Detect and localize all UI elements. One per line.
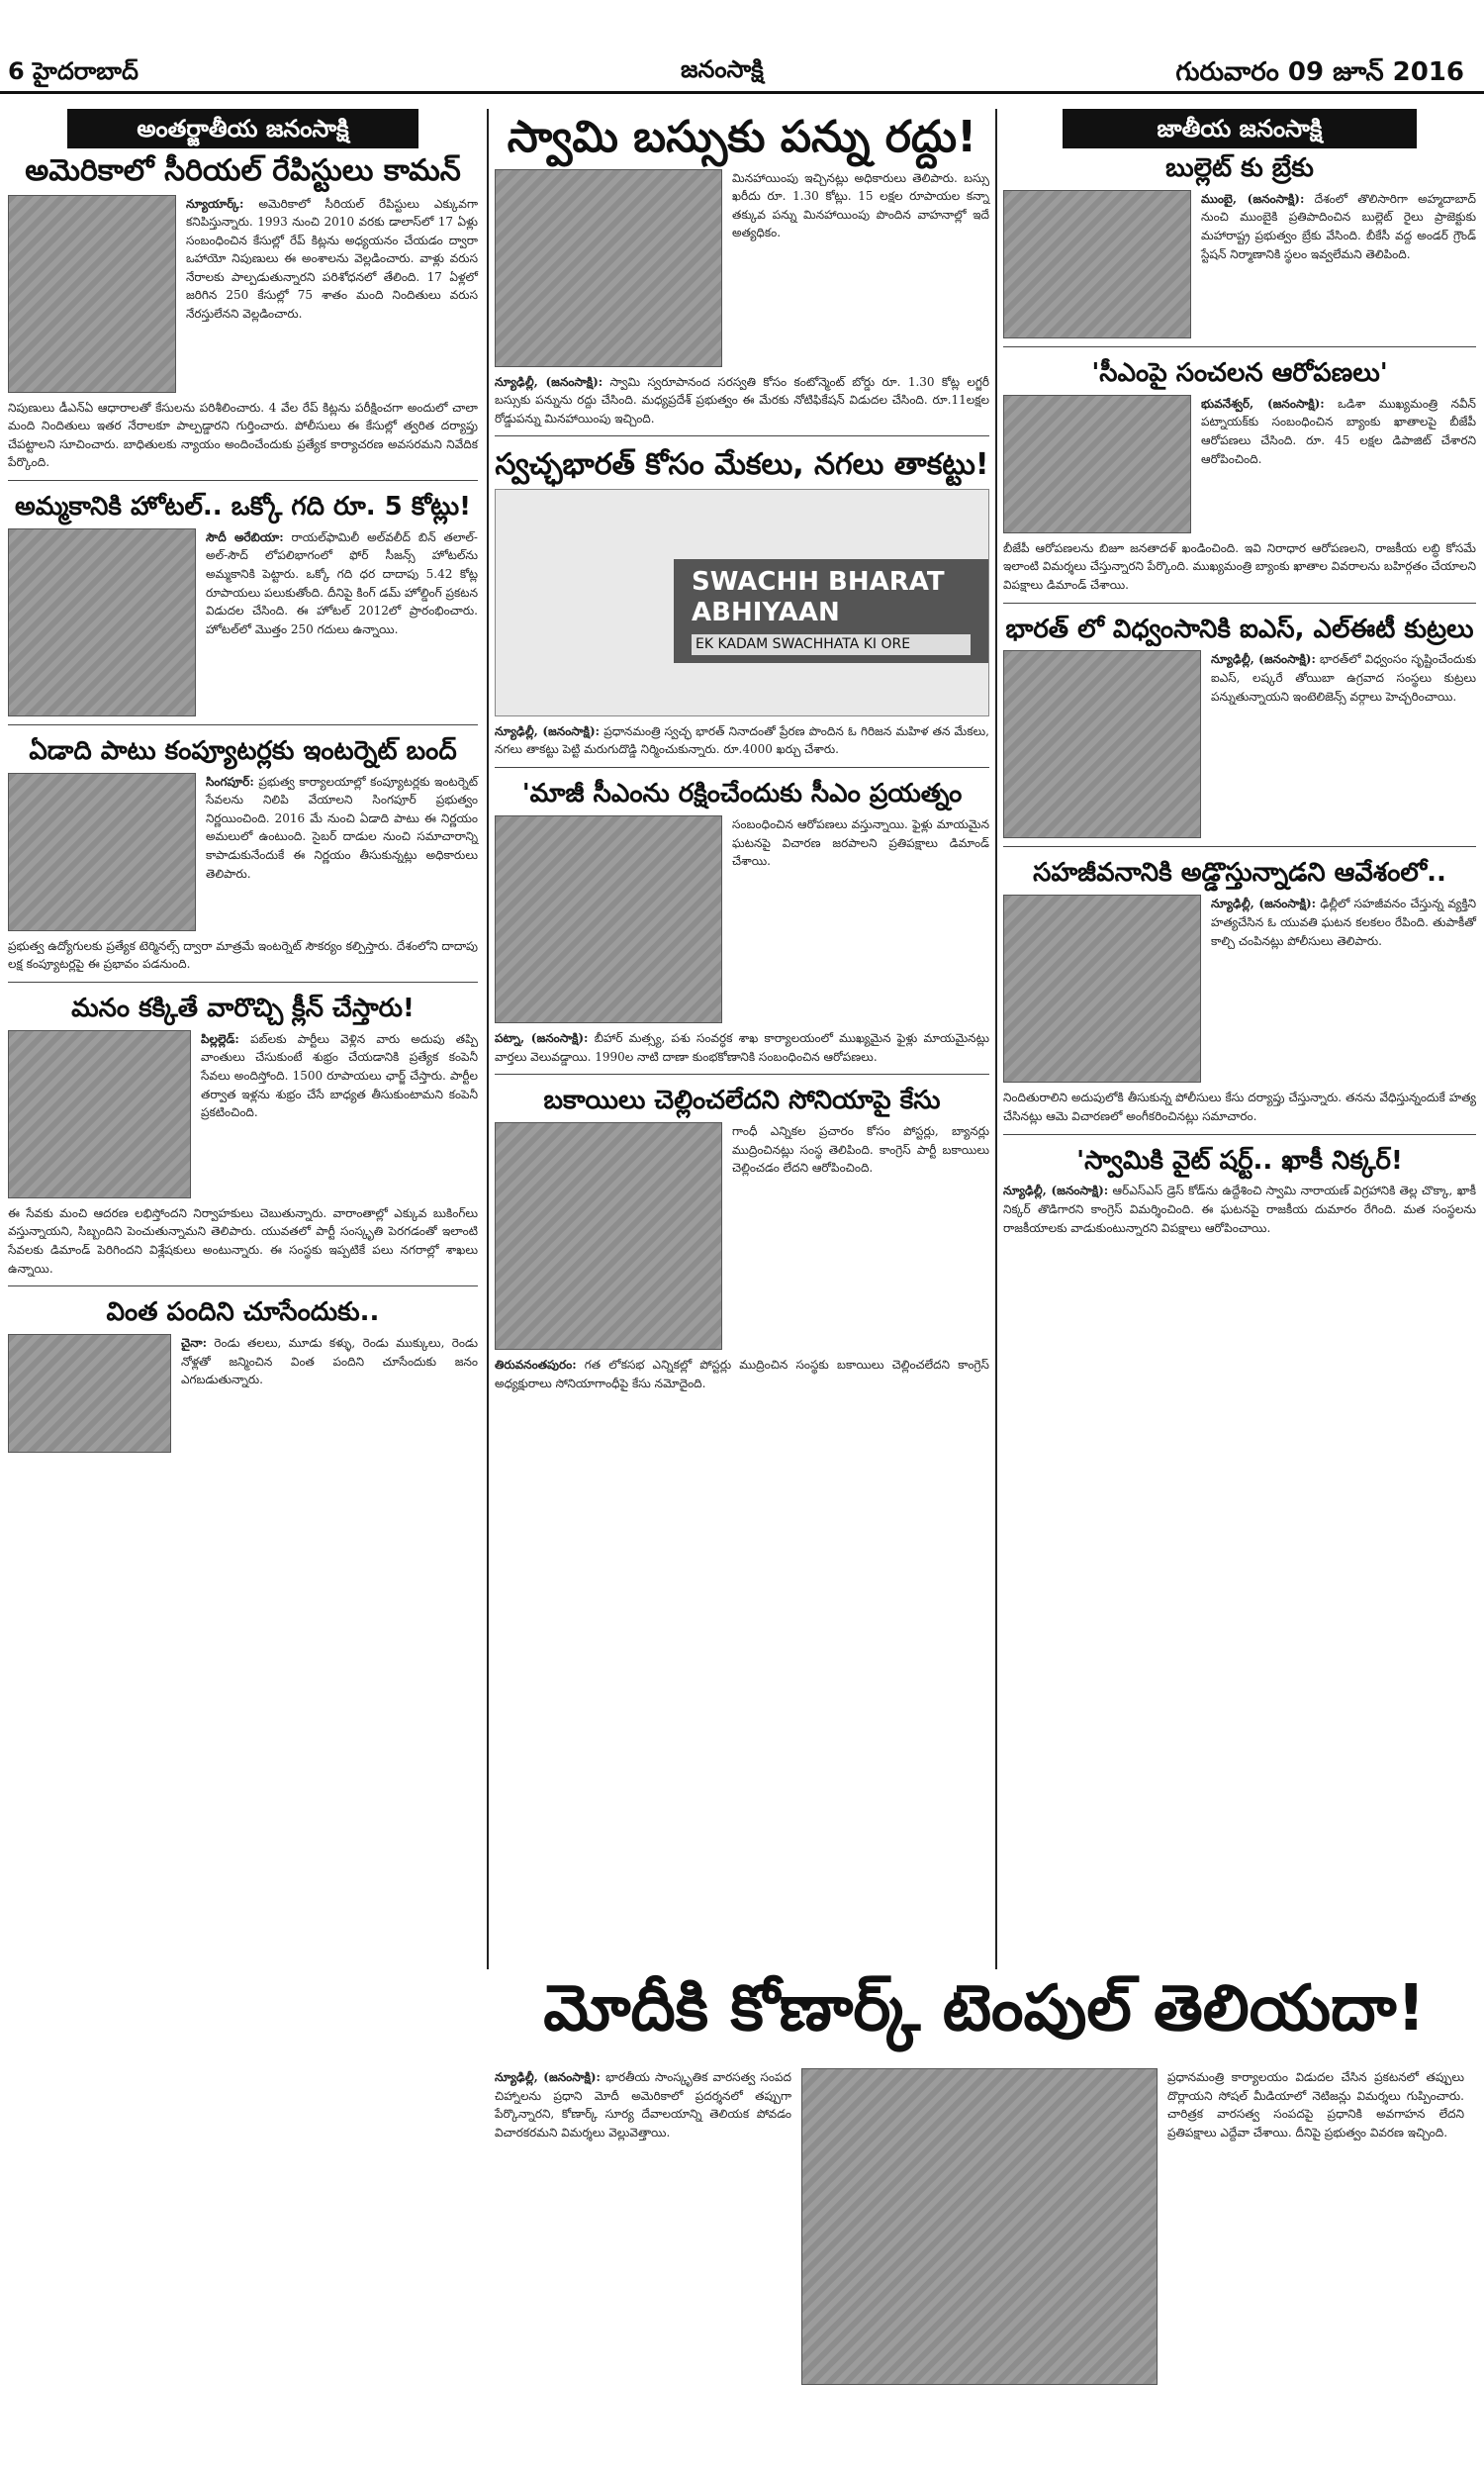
- story-konark: న్యూఢిల్లీ, (జనంసాక్షి): భారతీయ సాంస్కృతిక వారసత్వ సంపద చిహ్నాలను ప్రధాని మోదీ అమెరికాలో ప్రదర్శనలో తప్పుగా పేర్కొన్నారని, కోణార్క్ సూర్య దేవాలయాన్ని తెలియక పోవడం విచారకరమని విమర్శలు వెల్లువెత్తాయి. ప్రధానమంత్రి కార్యాలయం విడుదల చేసిన ప్రకటనలో తప్పులు దొర్లాయని సోషల్ మీడియాలో నెటిజన్లు విమర్శలు గుప్పించారు. చారిత్రక వారసత్వ సంపదపై ప్రధానికి అవగాహన లేదని ప్రతిపక్షాలు ఎద్దేవా చేశాయి. దీనిపై ప్రభుత్వం వివరణ ఇచ్చింది.: [495, 2068, 1474, 2395]
- politician-photo: [495, 815, 722, 1023]
- headline: బకాయిలు చెల్లించలేదని సోనియాపై కేసు: [543, 1086, 941, 1116]
- swami-portrait-photo: [495, 169, 722, 367]
- story-swachh-bharat: స్వచ్ఛభారత్ కోసం మేకలు, నగలు తాకట్టు! SWACHH BHARAT ABHIYAAN EK KADAM SWACHHATA KI ORE న్యూఢిల్లీ, (జనంసాక్షి): ప్రధానమంత్రి స్వచ్ఛ భారత్ నినాదంతో ప్రేరణ పొందిన ఓ గిరిజన మహిళ తన మేకలు, నగలు తాకట్టు పెట్టి మరుగుదొడ్డి నిర్మించుకున్నారు. రూ.4000 ఖర్చు చేశారు.: [495, 448, 989, 768]
- headline: స్వచ్ఛభారత్ కోసం మేకలు, నగలు తాకట్టు!: [495, 447, 989, 483]
- rape-kit-photo: [8, 195, 176, 393]
- headline: 'స్వామికి వైట్ షర్ట్.. ఖాకీ నిక్కర్!: [1076, 1145, 1403, 1176]
- section-label: అంతర్జాతీయ జనంసాక్షి: [67, 109, 418, 148]
- page-number: 6 హైదరాబాద్: [8, 57, 139, 85]
- modi-greeting-photo: [801, 2068, 1158, 2385]
- headline: సహజీవనానికి అడ్డొస్తున్నాడని ఆవేశంలో..: [1033, 858, 1446, 889]
- story-live-in-murder: సహజీవనానికి అడ్డొస్తున్నాడని ఆవేశంలో.. న్యూఢిల్లీ, (జనంసాక్షి): ఢిల్లీలో సహజీవనం చేస్తున్న వ్యక్తిని హత్యచేసిన ఓ యువతి ఘటన కలకలం రేపింది. తుపాకీతో కాల్చి చంపినట్లు పోలీసులు తెలిపారు. నిందితురాలిని అదుపులోకి తీసుకున్న పోలీసులు కేసు దర్యాప్తు చేస్తున్నారు. తనను వేధిస్తున్నందుకే హత్య చేసినట్లు ఆమె విచారణలో అంగీకరించినట్లు సమాచారం.: [1003, 859, 1476, 1134]
- handgun-photo: [1003, 895, 1201, 1083]
- headline: అమ్మకానికి హోటల్.. ఒక్కో గది రూ. 5 కోట్లు!: [14, 491, 472, 522]
- column-divider: [487, 109, 489, 1969]
- international-column: [8, 109, 478, 2385]
- headline: భారత్ లో విధ్వంసానికి ఐఎస్, ఎల్ఈటీ కుట్రలు: [1005, 614, 1474, 644]
- headline: స్వామి బస్సుకు పన్ను రద్దు!: [507, 112, 977, 162]
- masthead-rule: [0, 91, 1484, 94]
- story-hotel-sale: అమ్మకానికి హోటల్.. ఒక్కో గది రూ. 5 కోట్లు! సౌదీ అరేబియా: రాయల్‌ఫామిలీ అల్‌వలీద్ బిన్ తలాల్-అల్-సౌద్ లోపలిభాగంలో ఫోర్ సీజన్స్ హోటల్‌ను అమ్మకానికి పెట్టారు. ఒక్కో గది ధర దాదాపు 5.42 కోట్ల రూపాయలు పలుకుతోంది. దీనిపై కింగ్ డమ్ హోల్డింగ్ ప్రకటన విడుదల చేసింది. ఈ హోటల్ 2012లో ప్రారంభించారు. హోటల్‌లో మొత్తం 250 గదులు ఉన్నాయి.: [8, 493, 478, 725]
- section-label: జాతీయ జనంసాక్షి: [1063, 109, 1417, 148]
- story-serial-rapists: అమెరికాలో సీరియల్ రేపిస్టులు కామన్ న్యూయార్క్: అమెరికాలో సీరియల్ రేపిస్టులు ఎక్కువగా కనిపిస్తున్నారు. 1993 నుంచి 2010 వరకు డాలాస్‌లో 17 ఏళ్లు సంబంధించిన కేసుల్లో రేప్ కిట్లను అధ్యయనం చేయడం ద్వారా ఒహాయో నిపుణులు ఈ అంశాలను వెల్లడించారు. వాళ్లు వరుస నేరాలకు పాల్పడుతున్నారని పరిశోధనలో తేలింది. 17 ఏళ్లలో జరిగిన 250 కేసుల్లో 75 శాతం మంది నిందితులు వరుస నేరస్తులేనని వెల్లడించారు. నిపుణులు డీఎన్ఏ ఆధారాలతో కేసులను పరిశీలించారు. 4 వేల రేప్ కిట్లను పరీక్షించగా అందులో చాలా మంది నిందితులు ఇతర నేరాలకూ పాల్పడ్డారని గుర్తించారు. పోలీసులు ఈ కేసుల్లో త్వరిత దర్యాప్తు చేపట్టాలని సూచించారు. బాధితులకు న్యాయం అందించేందుకు ప్రత్యేక కార్యాచరణ అవసరమని నివేదిక పేర్కొంది.: [8, 154, 478, 481]
- story-cleaning-service: మనం కక్కితే వారొచ్చి క్లీన్ చేస్తారు! పిల్లల్లెడ్: పబ్‌లకు పార్టీలు వెళ్లిన వారు అదుపు తప్పి వాంతులు చేసుకుంటే శుభ్రం చేయడానికి ప్రత్యేక కంపెనీ సేవలు అందిస్తోంది. 1500 రూపాయలు ఛార్జ్ చేస్తారు. పార్టీల తర్వాత ఇళ్లను శుభ్రం చేసే బాధ్యత తీసుకుంటామని కంపెనీ ప్రకటించింది. ఈ సేవకు మంచి ఆదరణ లభిస్తోందని నిర్వాహకులు చెబుతున్నారు. వారాంతాల్లో ఎక్కువ బుకింగ్‌లు వస్తున్నాయని, సిబ్బందిని పెంచుతున్నామని తెలిపారు. యువతలో పార్టీ సంస్కృతి పెరగడంతో ఇలాంటి సేవలకు డిమాండ్ పెరిగిందని విశ్లేషకులు అంటున్నారు. ఈ సంస్థకు ఇప్పటికే పలు నగరాల్లో శాఖలు ఉన్నాయి.: [8, 995, 478, 1286]
- newspaper-logo: జనంసాక్షి: [681, 55, 764, 83]
- lead-headline: మోదీకి కోణార్క్ టెంపుల్ తెలియదా!: [543, 1972, 1426, 2046]
- sonia-gandhi-photo: [495, 1122, 722, 1350]
- column-divider: [995, 109, 997, 1969]
- issue-date: గురువారం 09 జూన్ 2016: [1175, 57, 1464, 87]
- story-sonia-case: బకాయిలు చెల్లించలేదని సోనియాపై కేసు గాంధీ ఎన్నికల ప్రచారం కోసం పోస్టర్లు, బ్యానర్లు ముద్రించినట్లు సంస్థ తెలిపింది. కాంగ్రెస్ పార్టీ బకాయిలు చెల్లించడం లేదని ఆరోపించింది. తిరువనంతపురం: గత లోకసభ ఎన్నికల్లో పోస్టర్లు ముద్రించిన సంస్థకు బకాయిలు చెల్లించలేదని కాంగ్రెస్ అధ్యక్షురాలు సోనియాగాంధీపై కేసు నమోదైంది.: [495, 1086, 989, 1390]
- bullet-train-photo: [1003, 190, 1191, 338]
- story-rss-uniform: 'స్వామికి వైట్ షర్ట్.. ఖాకీ నిక్కర్! న్యూఢిల్లీ, (జనంసాక్షి): ఆర్ఎస్ఎస్ డ్రెస్ కోడ్‌ను ఉద్దేశించి స్వామి నారాయణ్ విగ్రహానికి తెల్ల చొక్కా, ఖాకీ నిక్కర్ తొడిగారని కాంగ్రెస్ విమర్శించింది. ఈ ఘటనపై రాజకీయ దుమారం రేగింది. మత సంస్థలను రాజకీయాలకు వాడుకుంటున్నారని విపక్షాలు ఆరోపించాయి.: [1003, 1145, 1476, 1235]
- hotel-building-photo: [8, 528, 196, 716]
- masthead: [0, 0, 1484, 91]
- story-swami-bus-tax: స్వామి బస్సుకు పన్ను రద్దు! మినహాయింపు ఇచ్చినట్లు అధికారులు తెలిపారు. బస్సు ఖరీదు రూ. 1.30 కోట్లు. 15 లక్షల రూపాయల కన్నా తక్కువ పన్ను మినహాయింపు పొందిన వాహనాల్లో ఇదే అత్యధికం. న్యూఢిల్లీ, (జనంసాక్షి): స్వామి స్వరూపానంద సరస్వతి కోసం కంటోన్మెంట్ బోర్డు రూ. 1.30 కోట్ల లగ్జరీ బస్సుకు పన్నును రద్దు చేసింది. మధ్యప్రదేశ్ ప్రభుత్వం ఈ మేరకు నోటిఫికేషన్ విడుదల చేసింది. రూ.11లక్షల రోడ్డుపన్ను మినహాయింపు ఇచ్చింది.: [495, 113, 989, 436]
- headline: మనం కక్కితే వారొచ్చి క్లీన్ చేస్తారు!: [71, 993, 415, 1023]
- militants-crowd-photo: [1003, 650, 1201, 838]
- story-terror-plots: భారత్ లో విధ్వంసానికి ఐఎస్, ఎల్ఈటీ కుట్రలు న్యూఢిల్లీ, (జనంసాక్షి): భారత్‌లో విధ్వంసం సృష్టించేందుకు ఐఎస్, లష్కరే తోయిబా ఉగ్రవాద సంస్థలు కుట్రలు పన్నుతున్నాయని ఇంటెలిజెన్స్ వర్గాలు హెచ్చరించాయి.: [1003, 616, 1476, 848]
- story-former-cm: 'మాజీ సీఎంను రక్షించేందుకు సీఎం ప్రయత్నం సంబంధించిన ఆరోపణలు వస్తున్నాయి. ఫైళ్లు మాయమైన ఘటనపై విచారణ జరపాలని ప్రతిపక్షాలు డిమాండ్ చేశాయి. పట్నా, (జనంసాక్షి): బీహార్ మత్స్య, పశు సంవర్ధక శాఖ కార్యాలయంలో ముఖ్యమైన ఫైళ్లు మాయమైనట్లు వార్తలు వెలువడ్డాయి. 1990ల నాటి దాణా కుంభకోణానికి సంబంధించిన ఆరోపణలు.: [495, 780, 989, 1075]
- story-bullet-train: బుల్లెట్ కు బ్రేకు ముంబై, (జనంసాక్షి): దేశంలో తొలిసారిగా అహ్మదాబాద్ నుంచి ముంబైకి ప్రతిపాదించిన బుల్లెట్ రైలు ప్రాజెక్టుకు మహారాష్ట్ర ప్రభుత్వం బ్రేకు వేసింది. బీకేసీ వద్ద అండర్ గ్రౌండ్ స్టేషన్ నిర్మాణానికి స్థలం ఇవ్వలేమని తెలిపింది.: [1003, 154, 1476, 347]
- story-internet-shutdown: ఏడాది పాటు కంప్యూటర్లకు ఇంటర్నెట్ బంద్ సింగపూర్: ప్రభుత్వ కార్యాలయాల్లో కంప్యూటర్లకు ఇంటర్నెట్ సేవలను నిలిపి వేయాలని సింగపూర్ ప్రభుత్వం నిర్ణయించింది. 2016 మే నుంచి ఏడాది పాటు ఈ నిర్ణయం అమలులో ఉంటుంది. సైబర్ దాడుల నుంచి సమాచారాన్ని కాపాడుకునేందుకే ఈ నిర్ణయం తీసుకున్నట్లు అధికారులు తెలిపారు. ప్రభుత్వ ఉద్యోగులకు ప్రత్యేక టెర్మినల్స్ ద్వారా మాత్రమే ఇంటర్నెట్ సౌకర్యం కల్పిస్తారు. దేశంలోని దాదాపు లక్ష కంప్యూటర్లపై ఈ ప్రభావం పడనుంది.: [8, 737, 478, 983]
- story-cm-allegations: 'సీఎంపై సంచలన ఆరోపణలు' భువనేశ్వర్, (జనంసాక్షి): ఒడిశా ముఖ్యమంత్రి నవీన్ పట్నాయక్‌కు సంబంధించిన బ్యాంకు ఖాతాలపై బీజేపీ ఆరోపణలు చేసింది. రూ. 45 లక్షల డిపాజిట్ చేశారని ఆరోపించింది. బీజేపీ ఆరోపణలను బిజూ జనతాదళ్ ఖండించింది. ఇవి నిరాధార ఆరోపణలని, రాజకీయ లబ్ధి కోసమే ఇలాంటి విమర్శలు చేస్తున్నారని పేర్కొంది. ముఖ్యమంత్రి బ్యాంకు ఖాతాల వివరాలను బహిర్గతం చేయాలని విపక్షాలు డిమాండ్ చేశాయి.: [1003, 359, 1476, 604]
- headline: 'మాజీ సీఎంను రక్షించేందుకు సీఎం ప్రయత్నం: [521, 779, 963, 809]
- headline: బుల్లెట్ కు బ్రేకు: [1165, 153, 1314, 183]
- headline: వింత పందిని చూసేందుకు..: [106, 1297, 380, 1328]
- headline: అమెరికాలో సీరియల్ రేపిస్టులు కామన్: [25, 153, 461, 188]
- party-cleanup-photo: [8, 1030, 191, 1198]
- two-headed-pig-photo: [8, 1334, 171, 1453]
- two-leaders-photo: [1003, 395, 1191, 533]
- padlock-keyboard-photo: [8, 773, 196, 931]
- swachh-bharat-banner: SWACHH BHARAT ABHIYAAN EK KADAM SWACHHATA KI ORE: [495, 489, 989, 716]
- story-strange-pig: వింత పందిని చూసేందుకు.. చైనా: రెండు తలలు, మూడు కళ్ళు, రెండు ముక్కులు, రెండు నోళ్లతో జన్మించిన వింత పందిని చూసేందుకు జనం ఎగబడుతున్నారు.: [8, 1298, 478, 1461]
- headline: 'సీఎంపై సంచలన ఆరోపణలు': [1091, 357, 1388, 388]
- headline: ఏడాది పాటు కంప్యూటర్లకు ఇంటర్నెట్ బంద్: [29, 735, 457, 766]
